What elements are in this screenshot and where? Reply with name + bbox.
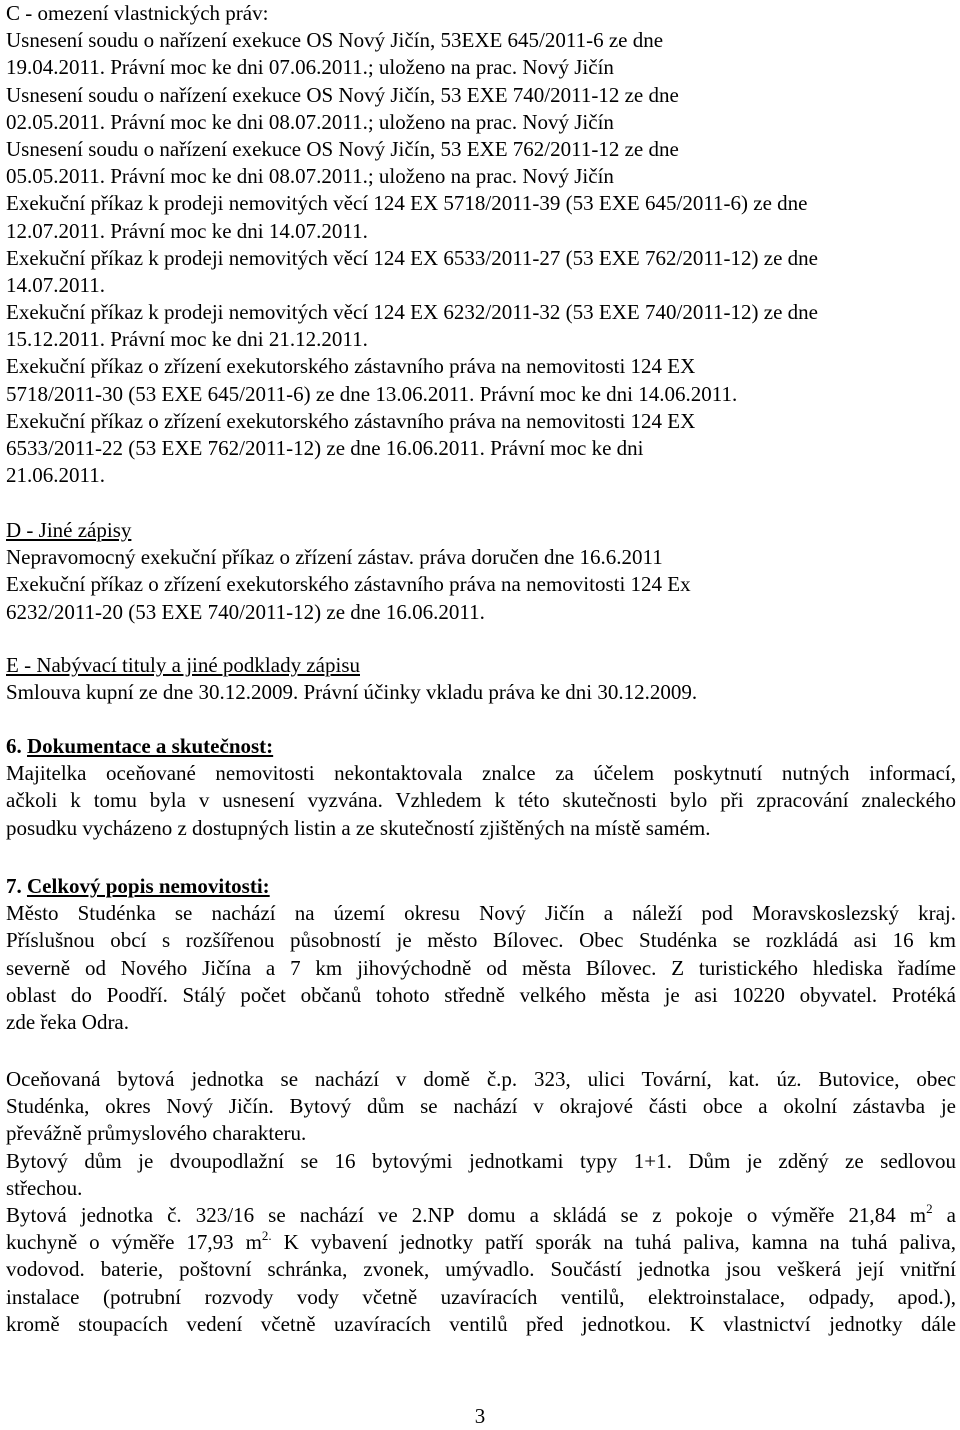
section-d-heading: D - Jiné zápisy [6,518,132,542]
page-number: 3 [474,1404,486,1428]
section-6 [6,733,956,842]
entry-line: Exekuční příkaz o zřízení exekutorského zástavního práva na nemovitosti 124 EX [6,354,696,379]
paragraph-line: převážně průmyslového charakteru. [6,1121,307,1146]
section-7-paragraph-2 [6,1066,956,1202]
entry-line: Usnesení soudu o nařízení exekuce OS Nový Jičín, 53 EXE 740/2011-12 ze dne [6,82,679,107]
entry-line: 19.04.2011. Právní moc ke dni 07.06.2011.; uloženo na prac. Nový Jičín [6,55,614,80]
entry-line: Usnesení soudu o nařízení exekuce OS Nový Jičín, 53EXE 645/2011-6 ze dne [6,28,664,53]
superscript: 2 [926,1202,933,1216]
section-e-heading: E - Nabývací tituly a jiné podklady zápisu [6,653,360,677]
section-7-title: Celkový popis nemovitosti: [27,874,270,898]
section-6-number: 6. [6,734,22,758]
paragraph-line: Bytová jednotka č. 323/16 se nachází ve 2.NP domu a skládá se z pokoje o výměře 21,84 $m^2$ a [6,1202,956,1227]
paragraph-line: posudku vycházeno z dostupných listin a ze skutečností zjištěných na místě samém. [6,815,711,840]
paragraph-line: Město Studénka se nachází na území okresu Nový Jičín a náleží pod Moravskoslezský kraj. [6,901,956,926]
entry-line: Smlouva kupní ze dne 30.12.2009. Právní účinky vkladu práva ke dni 30.12.2009. [6,680,698,705]
section-d [6,517,956,626]
paragraph-line: Příslušnou obcí s rozšířenou působností je město Bílovec. Obec Studénka se rozkládá asi 16 km [6,928,956,953]
paragraph-line: ačkoli k tomu byla v usnesení vyzvána. Vzhledem k této skutečnosti bylo při zpracování znaleckého [6,788,956,813]
section-7 [6,873,956,1036]
paragraph-line: kuchyně o výměře 17,93 $m^{2.}$ K vybavení jednotky patří sporák na tuhá paliva, kamna na tuhá paliva, [6,1229,956,1255]
entry-line: Exekuční příkaz k prodeji nemovitých věcí 124 EX 6533/2011-27 (53 EXE 762/2011-12) ze dne [6,245,818,270]
entry-line: 12.07.2011. Právní moc ke dni 14.07.2011. [6,218,368,243]
paragraph-line: zde řeka Odra. [6,1009,130,1034]
superscript: 2. [261,1229,272,1244]
section-6-title: Dokumentace a skutečnost: [27,734,274,758]
paragraph-line: střechou. [6,1175,83,1200]
paragraph-line: kromě stoupacích vedení včetně uzavíracích ventilů před jednotkou. K vlastnictví jednotky dále [6,1311,956,1336]
section-e [6,652,956,706]
entry-line: 15.12.2011. Právní moc ke dni 21.12.2011. [6,327,368,352]
entry-line: 05.05.2011. Právní moc ke dni 08.07.2011.; uloženo na prac. Nový Jičín [6,164,614,189]
entry-line: Nepravomocný exekuční příkaz o zřízení zástav. práva doručen dne 16.6.2011 [6,545,663,570]
paragraph-line: Majitelka oceňované nemovitosti nekontaktovala znalce za účelem poskytnutí nutných informací, [6,761,956,786]
entry-line: 14.07.2011. [6,272,105,297]
entry-line: Exekuční příkaz k prodeji nemovitých věcí 124 EX 6232/2011-32 (53 EXE 740/2011-12) ze dne [6,300,818,325]
section-c [6,0,956,489]
entry-line: Exekuční příkaz k prodeji nemovitých věcí 124 EX 5718/2011-39 (53 EXE 645/2011-6) ze dne [6,191,808,216]
paragraph-line: Oceňovaná bytová jednotka se nachází v domě č.p. 323, ulici Tovární, kat. úz. Butovice, obec [6,1067,956,1091]
entry-line: 21.06.2011. [6,463,105,488]
entry-line: Usnesení soudu o nařízení exekuce OS Nový Jičín, 53 EXE 762/2011-12 ze dne [6,136,679,161]
entry-line: 5718/2011-30 (53 EXE 645/2011-6) ze dne 13.06.2011. Právní moc ke dni 14.06.2011. [6,381,738,406]
paragraph-line: Bytový dům je dvoupodlažní se 16 bytovými jednotkami typy 1+1. Dům je zděný ze sedlovou [6,1148,956,1173]
paragraph-line: Studénka, okres Nový Jičín. Bytový dům se nachází v okrajové části obce a okolní zástavba je [6,1094,956,1119]
paragraph-line: severně od Nového Jičína a 7 km jihovýchodně od města Bílovec. Z turistického hlediska řadíme [6,955,956,980]
paragraph-line: instalace (potrubní rozvody vody včetně uzavíracích ventilů, elektroinstalace, odpady, apod.), [6,1284,956,1309]
entry-line: 02.05.2011. Právní moc ke dni 08.07.2011.; uloženo na prac. Nový Jičín [6,109,614,134]
section-7-paragraph-4 [6,1202,956,1338]
section-c-heading: C - omezení vlastnických práv: [6,1,269,25]
paragraph-line: oblast do Poodří. Stálý počet občanů tohoto středně velkého města je asi 10220 obyvatel. Protéká [6,982,956,1007]
entry-line: 6232/2011-20 (53 EXE 740/2011-12) ze dne 16.06.2011. [6,599,485,624]
entry-line: Exekuční příkaz o zřízení exekutorského zástavního práva na nemovitosti 124 Ex [6,572,691,597]
section-7-number: 7. [6,874,22,898]
entry-line: Exekuční příkaz o zřízení exekutorského zástavního práva na nemovitosti 124 EX [6,408,696,433]
entry-line: 6533/2011-22 (53 EXE 762/2011-12) ze dne 16.06.2011. Právní moc ke dni [6,436,644,460]
paragraph-line: vodovod. baterie, poštovní schránka, zvonek, umývadlo. Součástí jednotka jsou veškerá její vnitřní [6,1257,956,1282]
